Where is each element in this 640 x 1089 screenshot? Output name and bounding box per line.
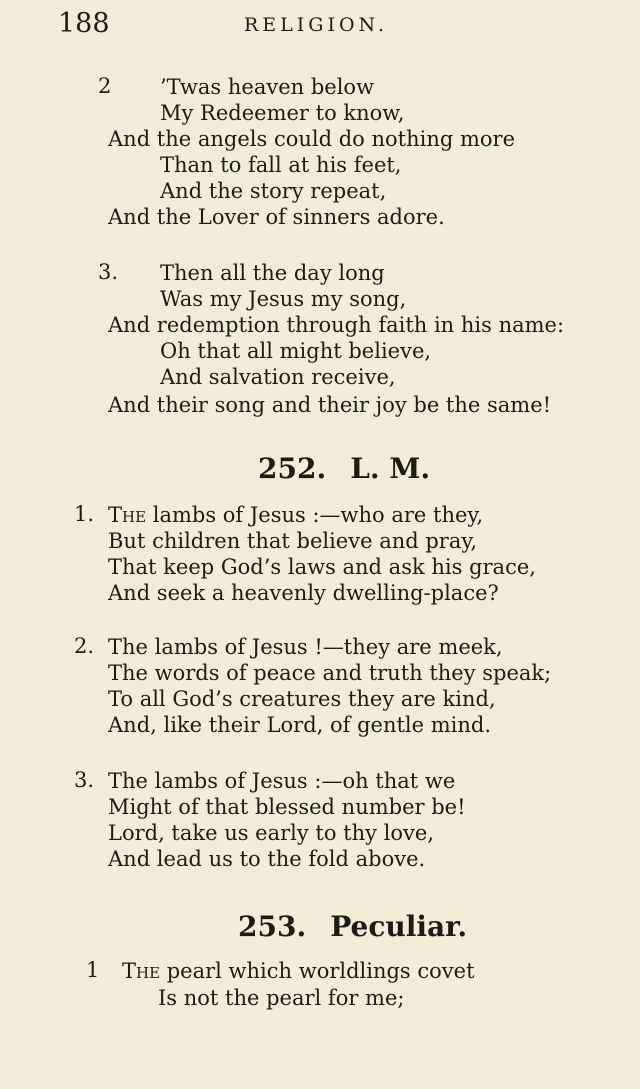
stanza-number: 2 — [98, 74, 112, 98]
running-head: RELIGION. — [244, 14, 389, 36]
verse-line: Was my Jesus my song, — [160, 287, 407, 311]
verse-line: To all God’s creatures they are kind, — [108, 687, 496, 711]
first-word: The — [108, 503, 147, 527]
stanza-number: 3. — [74, 768, 95, 792]
page-header — [58, 8, 620, 44]
hymn-252-title — [258, 452, 430, 485]
first-word: The — [122, 959, 161, 983]
verse-line: The words of peace and truth they speak; — [108, 661, 552, 685]
verse-line: And redemption through faith in his name: — [108, 313, 565, 337]
stanza-number: 2. — [74, 634, 95, 658]
verse-line: The lambs of Jesus :—who are they, — [108, 503, 484, 527]
hymn-253-title — [238, 910, 467, 943]
verse-line: And the angels could do nothing more — [108, 127, 515, 151]
verse-line: Then all the day long — [160, 261, 385, 285]
verse-line: But children that believe and pray, — [108, 529, 478, 553]
verse-line: Than to fall at his feet, — [160, 153, 402, 177]
verse-line: And salvation receive, — [160, 365, 396, 389]
verse-line: And seek a heavenly dwelling-place? — [108, 581, 499, 605]
verse-line: The lambs of Jesus :—oh that we — [108, 769, 456, 793]
verse-line: ’Twas heaven below — [160, 75, 375, 99]
verse-line: And the Lover of sinners adore. — [108, 205, 445, 229]
verse-line: That keep God’s laws and ask his grace, — [108, 555, 536, 579]
verse-line: The pearl which worldlings covet — [122, 959, 475, 983]
verse-line: Might of that blessed number be! — [108, 795, 466, 819]
verse-line: And lead us to the fold above. — [108, 847, 426, 871]
hymn-number: 253. — [238, 910, 307, 943]
stanza-number: 1. — [74, 502, 95, 526]
verse-line: And the story repeat, — [160, 179, 387, 203]
verse-line: Oh that all might believe, — [160, 339, 432, 363]
hymn-meter: Peculiar. — [330, 910, 468, 943]
verse-line: Is not the pearl for me; — [158, 986, 405, 1010]
hymn-number: 252. — [258, 452, 327, 485]
stanza-number: 1 — [86, 958, 100, 982]
verse-line: And their song and their joy be the same! — [108, 393, 552, 417]
verse-line: The lambs of Jesus !—they are meek, — [108, 635, 503, 659]
hymn-meter: L. M. — [350, 452, 431, 485]
verse-line: And, like their Lord, of gentle mind. — [108, 713, 492, 737]
page-number: 188 — [58, 8, 110, 39]
verse-line: Lord, take us early to thy love, — [108, 821, 435, 845]
stanza-number: 3. — [98, 260, 119, 284]
verse-line: My Redeemer to know, — [160, 101, 405, 125]
